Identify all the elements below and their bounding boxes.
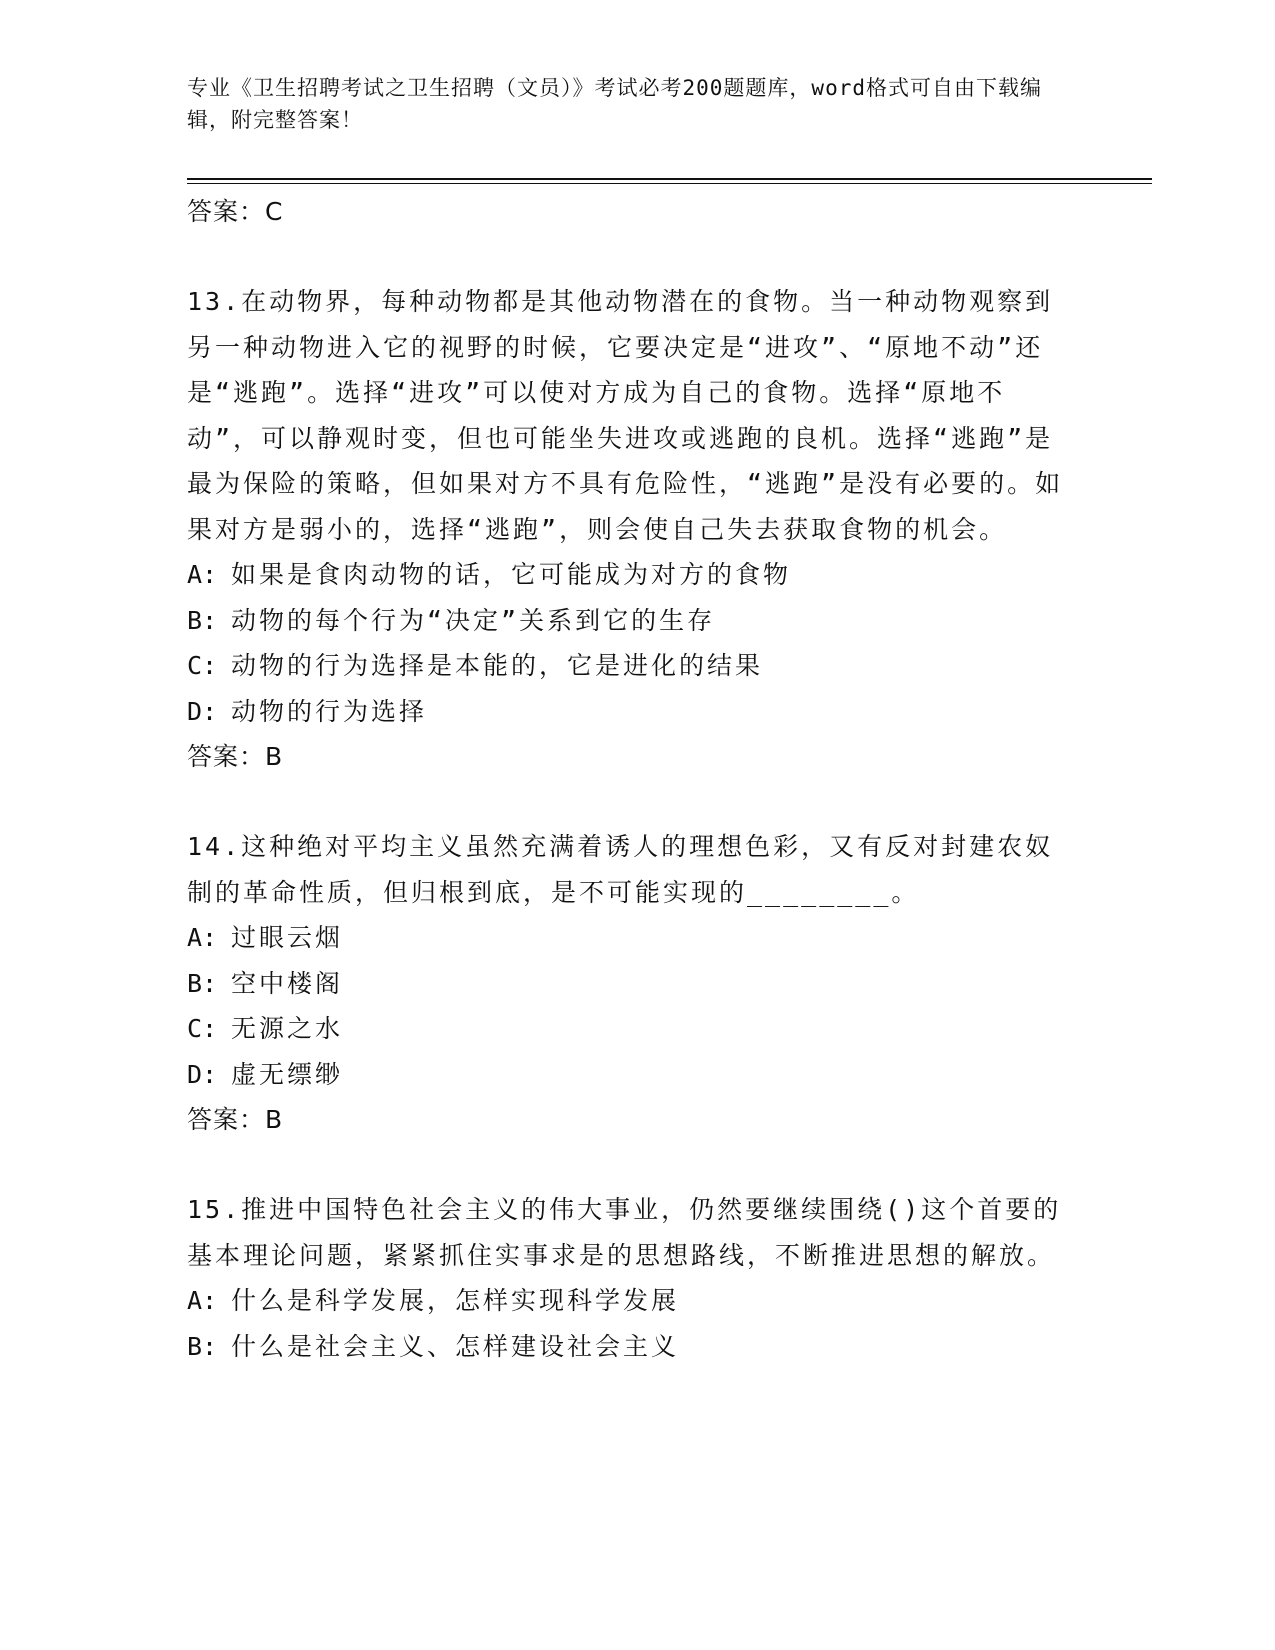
option-text: 动物的行为选择是本能的，它是进化的结果 <box>231 651 764 680</box>
option-text: 虚无缥缈 <box>231 1059 344 1089</box>
option-b <box>187 961 1067 1007</box>
option-text: 无源之水 <box>231 1014 344 1043</box>
option-letter: B: <box>187 605 218 635</box>
question-text: 15.推进中国特色社会主义的伟大事业，仍然要继续围绕()这个首要的基本理论问题，紧紧抓住实事求是的思想路线，不断推进思想的解放。 <box>187 1195 1062 1270</box>
option-a <box>187 915 1067 961</box>
option-text: 过眼云烟 <box>231 923 344 952</box>
option-c <box>187 643 1067 689</box>
option-a <box>187 552 1067 598</box>
option-d <box>187 689 1067 735</box>
option-text: 动物的行为选择 <box>231 696 428 726</box>
option-d <box>187 1052 1067 1098</box>
option-letter: A: <box>187 923 218 952</box>
spacer <box>187 1143 1067 1187</box>
answer-line: 答案：B <box>187 742 284 771</box>
header-divider-thick <box>187 178 1152 180</box>
option-text: 什么是科学发展，怎样实现科学发展 <box>231 1286 680 1315</box>
question-block <box>187 824 1067 1187</box>
question-text: 14.这种绝对平均主义虽然充满着诱人的理想色彩，又有反对封建农奴制的革命性质，但归根到底，是不可能实现的________。 <box>187 832 1054 907</box>
option-text: 如果是食肉动物的话，它可能成为对方的食物 <box>231 560 792 589</box>
option-text: 动物的每个行为“决定”关系到它的生存 <box>231 605 716 635</box>
question-block <box>187 1187 1067 1369</box>
option-letter: D: <box>187 1059 218 1089</box>
option-letter: B: <box>187 1331 218 1361</box>
option-b <box>187 1324 1067 1370</box>
option-letter: A: <box>187 560 218 589</box>
question-block <box>187 279 1067 824</box>
option-text: 什么是社会主义、怎样建设社会主义 <box>231 1331 680 1361</box>
option-letter: D: <box>187 696 218 726</box>
exam-content <box>187 189 1067 1369</box>
option-text: 空中楼阁 <box>231 968 344 998</box>
answer-line: 答案：B <box>187 1105 284 1134</box>
option-letter: A: <box>187 1286 218 1315</box>
option-letter: C: <box>187 1014 218 1043</box>
document-header: 专业《卫生招聘考试之卫生招聘（文员）》考试必考200题题库，word格式可自由下载编辑，附完整答案！ <box>187 76 1042 132</box>
option-a <box>187 1278 1067 1324</box>
option-letter: B: <box>187 968 218 998</box>
option-b <box>187 598 1067 644</box>
option-c <box>187 1006 1067 1052</box>
question-text: 13.在动物界，每种动物都是其他动物潜在的食物。当一种动物观察到另一种动物进入它的视野的时候，它要决定是“进攻”、“原地不动”还是“逃跑”。选择“进攻”可以使对方成为自己的食物。选择“原地不动”，可以静观时变，但也可能坐失进攻或逃跑的良机。选择“逃跑”是最为保险的策略，但如果对方不具有危险性，“逃跑”是没有必要的。如果对方是弱小的，选择“逃跑”，则会使自己失去获取食物的机会。 <box>187 287 1064 544</box>
answer-line: 答案：C <box>187 197 284 226</box>
spacer <box>187 235 1067 279</box>
spacer <box>187 780 1067 824</box>
header-divider-thin <box>187 183 1152 184</box>
option-letter: C: <box>187 651 218 680</box>
